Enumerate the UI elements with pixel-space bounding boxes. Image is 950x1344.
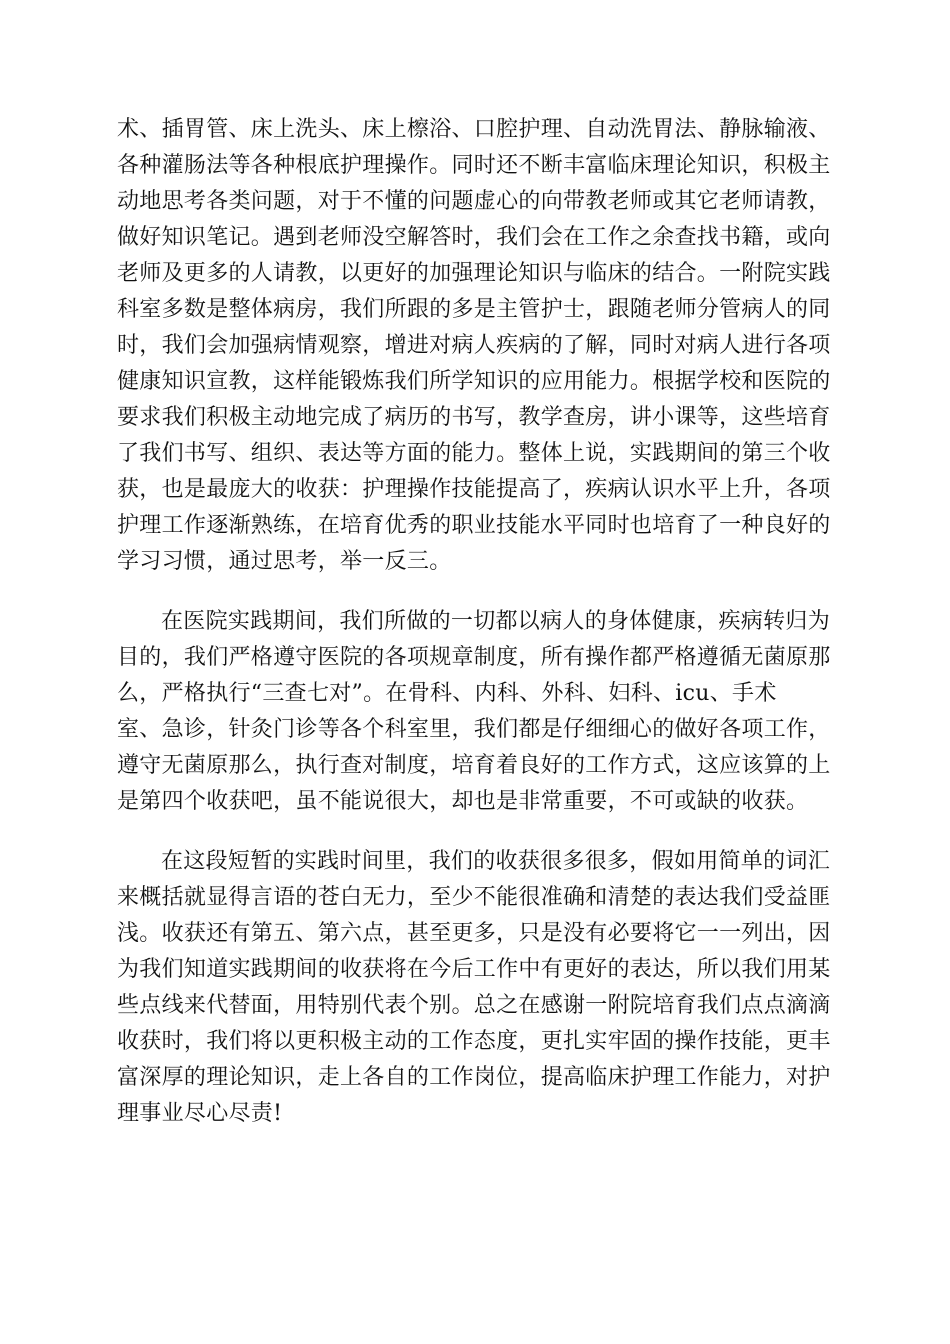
text-line: 理事业尽心尽责! [117, 1101, 283, 1126]
text-line: 各种灌肠法等各种根底护理操作。同时还不断丰富临床理论知识，积极主 [117, 153, 831, 178]
text-line: 获，也是最庞大的收获：护理操作技能提高了，疾病认识水平上升，各项 [117, 477, 831, 502]
text-line: 学习习惯，通过思考，举一反三。 [117, 549, 452, 574]
paragraph-2 [117, 604, 837, 820]
text-line: 动地思考各类问题，对于不懂的问题虚心的向带教老师或其它老师请教， [117, 189, 831, 214]
text-line: 室、急诊，针灸门诊等各个科室里，我们都是仔细细心的做好各项工作， [117, 717, 831, 742]
text-line: 要求我们积极主动地完成了病历的书写，教学查房，讲小课等，这些培育 [117, 405, 831, 430]
paragraph-spacer [117, 820, 837, 844]
text-line: 时，我们会加强病情观察，增进对病人疾病的了解，同时对病人进行各项 [117, 333, 831, 358]
paragraph-spacer [117, 580, 837, 604]
text-line: 是第四个收获吧，虽不能说很大，却也是非常重要，不可或缺的收获。 [117, 789, 809, 814]
body-text [117, 112, 837, 1132]
text-line: 老师及更多的人请教，以更好的加强理论知识与临床的结合。一附院实践 [117, 261, 831, 286]
text-line: 做好知识笔记。遇到老师没空解答时，我们会在工作之余查找书籍，或向 [117, 225, 831, 250]
text-line: 为我们知道实践期间的收获将在今后工作中有更好的表达，所以我们用某 [117, 957, 831, 982]
text-line: 些点线来代替面，用特别代表个别。总之在感谢一附院培育我们点点滴滴 [117, 993, 831, 1018]
text-line: 么，严格执行“三查七对”。在骨科、内科、外科、妇科、icu、手术 [117, 681, 777, 706]
text-line: 在这段短暂的实践时间里，我们的收获很多很多，假如用简单的词汇 [161, 849, 831, 874]
text-line: 护理工作逐渐熟练，在培育优秀的职业技能水平同时也培育了一种良好的 [117, 513, 831, 538]
text-line: 科室多数是整体病房，我们所跟的多是主管护士，跟随老师分管病人的同 [117, 297, 831, 322]
text-line: 术、插胃管、床上洗头、床上檫浴、口腔护理、自动洗胃法、静脉输液、 [117, 117, 831, 142]
text-line: 浅。收获还有第五、第六点，甚至更多，只是没有必要将它一一列出，因 [117, 921, 831, 946]
text-line: 了我们书写、组织、表达等方面的能力。整体上说，实践期间的第三个收 [117, 441, 831, 466]
paragraph-1 [117, 112, 837, 580]
text-line: 健康知识宣教，这样能锻炼我们所学知识的应用能力。根据学校和医院的 [117, 369, 831, 394]
text-line: 来概括就显得言语的苍白无力，至少不能很准确和清楚的表达我们受益匪 [117, 885, 831, 910]
text-line: 富深厚的理论知识，走上各自的工作岗位，提高临床护理工作能力，对护 [117, 1065, 831, 1090]
text-line: 收获时，我们将以更积极主动的工作态度，更扎实牢固的操作技能，更丰 [117, 1029, 831, 1054]
text-line: 目的，我们严格遵守医院的各项规章制度，所有操作都严格遵循无菌原那 [117, 645, 831, 670]
text-line: 在医院实践期间，我们所做的一切都以病人的身体健康，疾病转归为 [161, 609, 831, 634]
paragraph-3 [117, 844, 837, 1132]
text-line: 遵守无菌原那么，执行查对制度，培育着良好的工作方式，这应该算的上 [117, 753, 831, 778]
